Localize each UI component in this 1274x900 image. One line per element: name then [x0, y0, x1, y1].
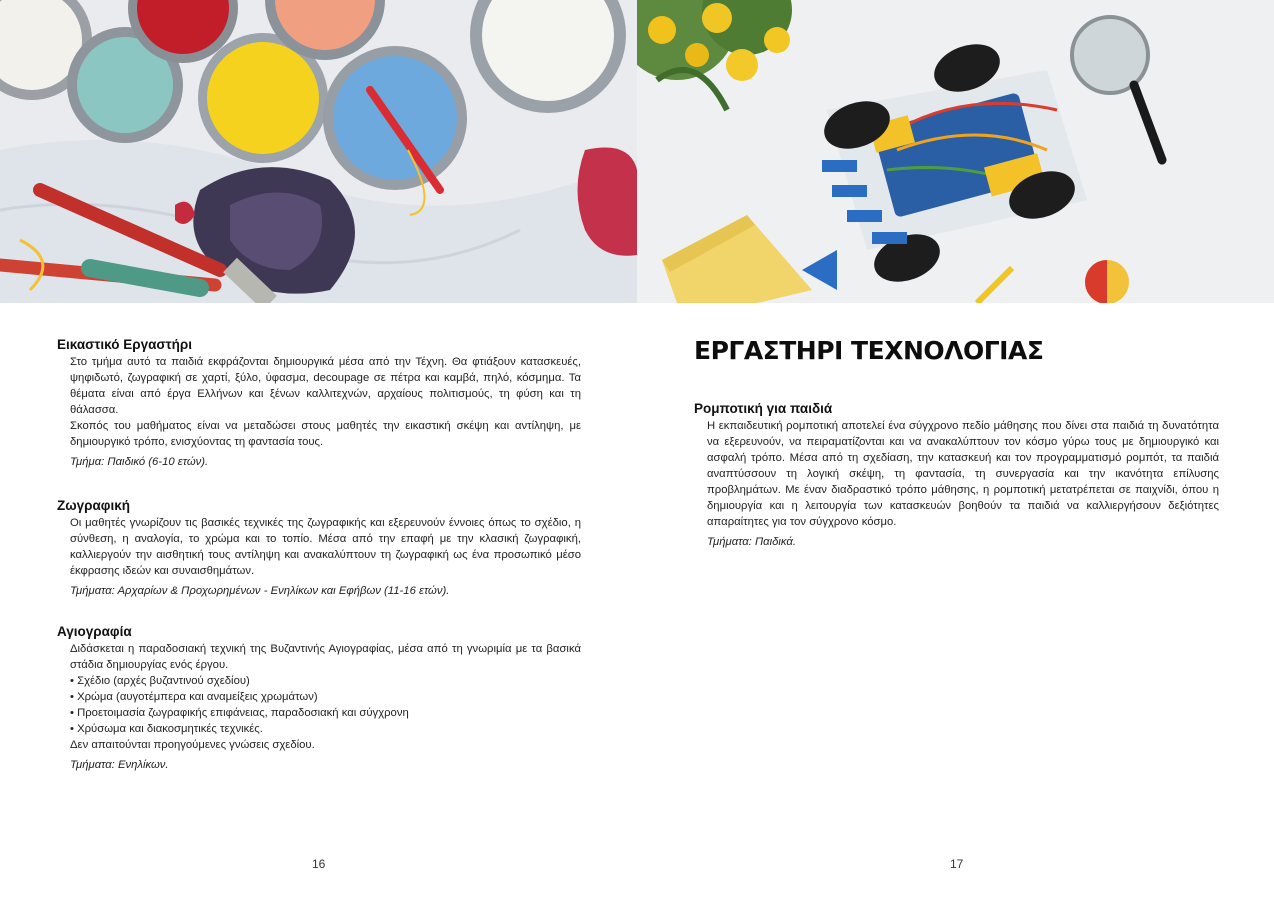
section-title: Αγιογραφία: [57, 624, 132, 639]
page-number-left: 16: [312, 857, 326, 871]
section-paragraph: Διδάσκεται η παραδοσιακή τεχνική της Βυζαντινής Αγιογραφίας, μέσα από τη γνωριμία με τα βασικά στάδια δημιουργίας ενός έργου.: [70, 643, 581, 671]
section-note: Τμήμα: Παιδικό (6-10 ετών).: [70, 456, 209, 468]
left-page-content: [57, 336, 581, 773]
section-note: Τμήματα: Παιδικά.: [707, 536, 796, 548]
section-note: Τμήματα: Ενηλίκων.: [70, 759, 169, 771]
page-number-right: 17: [950, 857, 964, 871]
section-note: Τμήματα: Αρχαρίων & Προχωρημένων - Ενηλίκων και Εφήβων (11-16 ετών).: [70, 585, 450, 597]
section-title: Εικαστικό Εργαστήρι: [57, 337, 192, 352]
bullet-item: • Χρύσωμα και διακοσμητικές τεχνικές.: [70, 723, 263, 735]
robot-car-kit-photo: [637, 0, 1274, 303]
section-title: Ζωγραφική: [57, 498, 130, 513]
right-page-content: [694, 336, 1219, 550]
page-title: ΕΡΓΑΣΤΗΡΙ ΤΕΧΝΟΛΟΓΙΑΣ: [694, 336, 1044, 365]
section-title: Ρομποτική για παιδιά: [694, 401, 833, 416]
section-iconography: [57, 623, 581, 773]
section-paragraph: Η εκπαιδευτική ρομποτική αποτελεί ένα σύγχρονο πεδίο μάθησης που δίνει στα παιδιά τη δυνατότητα να εξερευνούν, να πειραματίζονται και να ανακαλύπτουν τον κόσμο γύρω τους με δημιουργικό και ασφαλή τρόπο. Μέσα από τη σχεδίαση, την κατασκευή και τον προγραμματισμό ρομπότ, τα παιδιά αναπτύσσουν τη λογική σκέψη, τη φαντασία, τη συνεργασία και την ικανότητα επίλυσης προβλημάτων. Με έναν διαδραστικό τρόπο μάθησης, η ρομποτική μετατρέπεται σε παιχνίδι, όπου η δημιουργία και η λειτουργία των κατασκευών βοηθούν τα παιδιά να καλλιεργήσουν δεξιότητες απαραίτητες για τον σύγχρονο κόσμο.: [707, 420, 1219, 528]
section-paragraph: Δεν απαιτούνται προηγούμενες γνώσεις σχεδίου.: [70, 739, 315, 751]
paint-cans-photo: [0, 0, 637, 303]
section-visual-arts-workshop: [57, 336, 581, 470]
bullet-item: • Χρώμα (αυγοτέμπερα και αναμείξεις χρωμάτων): [70, 691, 318, 703]
bullet-item: • Σχέδιο (αρχές βυζαντινού σχεδίου): [70, 675, 250, 687]
section-paragraph: Σκοπός του μαθήματος είναι να μεταδώσει στους μαθητές την εικαστική σκέψη και αντίληψη, με δημιουργικό τρόπο, ενισχύοντας τη φαντασία τους.: [70, 420, 581, 448]
section-paragraph: Οι μαθητές γνωρίζουν τις βασικές τεχνικές της ζωγραφικής και εξερευνούν έννοιες όπως το σχέδιο, η σύνθεση, η αναλογία, το χρώμα και το τοπίο. Μέσα από την επαφή με την κλασική ζωγραφική, καλλιεργούν την αισθητική τους αντίληψη και ανακαλύπτουν τη ζωγραφική ως ένα προσωπικό μέσο έκφρασης ιδεών και συναισθημάτων.: [70, 517, 581, 577]
section-painting: [57, 497, 581, 599]
section-robotics: [694, 400, 1219, 550]
bullet-item: • Προετοιμασία ζωγραφικής επιφάνειας, παραδοσιακή και σύγχρονη: [70, 707, 409, 719]
section-paragraph: Στο τμήμα αυτό τα παιδιά εκφράζονται δημιουργικά μέσα από την Τέχνη. Θα φτιάξουν κατασκευές, ψηφιδωτό, ζωγραφική σε χαρτί, ξύλο, ύφασμα, decoupage σε πέτρα και καμβά, πηλό, κόσμημα. Τα θέματα είναι από έργα Ελλήνων και ξένων καλλιτεχνών, αρχαίους πολιτισμούς, τη φύση και τη θάλασσα.: [70, 356, 581, 416]
